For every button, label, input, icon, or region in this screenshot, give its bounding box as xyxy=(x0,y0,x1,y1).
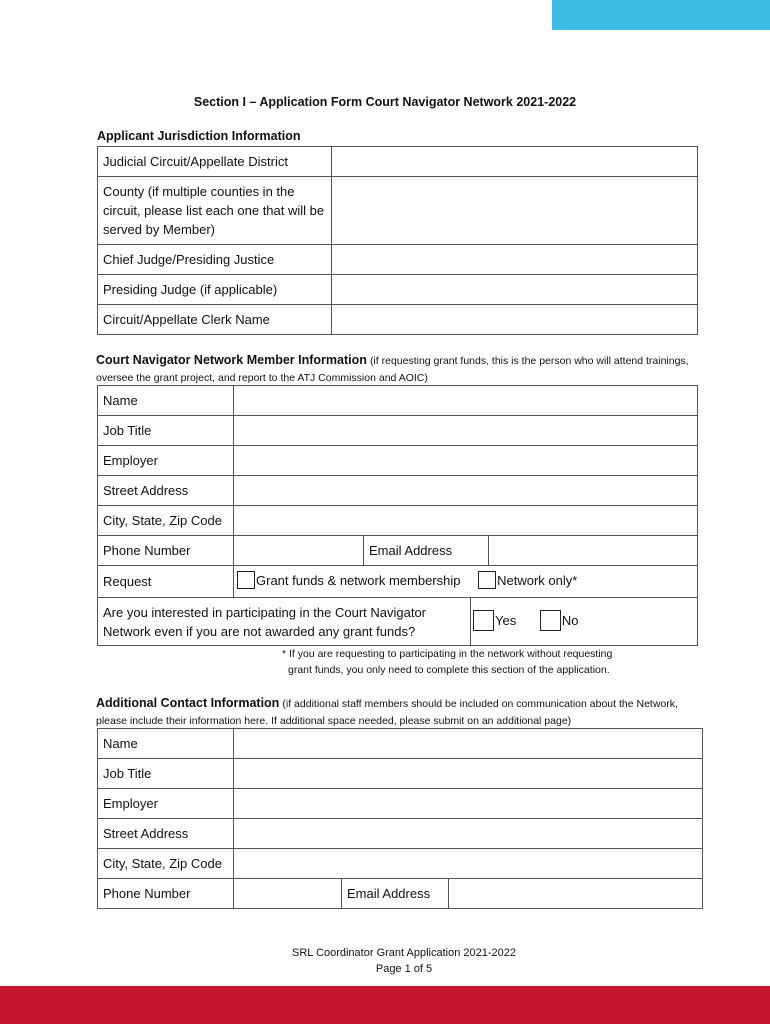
member-job-title-field[interactable] xyxy=(234,416,698,446)
no-option[interactable] xyxy=(540,610,579,631)
table-row xyxy=(98,177,698,245)
table-row xyxy=(98,536,698,566)
member-name-field[interactable] xyxy=(234,386,698,416)
footnote-line: * If you are requesting to participating in the network without requesting xyxy=(282,648,613,660)
member-note: (if requesting grant funds, this is the person who will attend trainings, oversee the grant project, and report to the ATJ Commission and AOIC) xyxy=(96,355,689,384)
jurisdiction-table xyxy=(97,146,698,335)
top-accent-bar xyxy=(552,0,770,30)
network-only-option[interactable] xyxy=(478,571,577,589)
table-row xyxy=(98,416,698,446)
field-label: Street Address xyxy=(98,819,234,849)
grant-funds-option[interactable] xyxy=(237,571,460,589)
field-label: Circuit/Appellate Clerk Name xyxy=(98,305,332,335)
chief-judge-field[interactable] xyxy=(332,245,698,275)
table-row xyxy=(98,879,703,909)
judicial-circuit-field[interactable] xyxy=(332,147,698,177)
grant-funds-checkbox[interactable] xyxy=(237,571,255,589)
field-label: Name xyxy=(98,729,234,759)
table-row xyxy=(98,566,698,598)
page-footer xyxy=(0,945,770,977)
field-label: City, State, Zip Code xyxy=(98,849,234,879)
bottom-accent-bar xyxy=(0,986,770,1024)
additional-street-field[interactable] xyxy=(234,819,703,849)
field-label: Request xyxy=(98,566,234,598)
table-row xyxy=(98,849,703,879)
interest-question: Are you interested in participating in the Court Navigator Network even if you are not awarded any grant funds? xyxy=(98,598,471,646)
table-row xyxy=(98,275,698,305)
table-row xyxy=(98,598,698,646)
member-city-field[interactable] xyxy=(234,506,698,536)
additional-city-field[interactable] xyxy=(234,849,703,879)
additional-heading: Additional Contact Information xyxy=(96,696,280,710)
field-label: Presiding Judge (if applicable) xyxy=(98,275,332,305)
network-only-checkbox[interactable] xyxy=(478,571,496,589)
member-heading: Court Navigator Network Member Information xyxy=(96,353,367,367)
field-label: Phone Number xyxy=(98,536,234,566)
table-row xyxy=(98,729,703,759)
no-label: No xyxy=(561,612,579,628)
additional-employer-field[interactable] xyxy=(234,789,703,819)
member-employer-field[interactable] xyxy=(234,446,698,476)
network-footnote xyxy=(282,646,612,678)
field-label: Employer xyxy=(98,789,234,819)
additional-table xyxy=(97,728,703,909)
field-label: Employer xyxy=(98,446,234,476)
county-field[interactable] xyxy=(332,177,698,245)
member-email-field[interactable] xyxy=(489,536,698,566)
table-row xyxy=(98,245,698,275)
field-label: Chief Judge/Presiding Justice xyxy=(98,245,332,275)
member-intro xyxy=(96,352,706,387)
field-label: Job Title xyxy=(98,759,234,789)
field-label: Judicial Circuit/Appellate District xyxy=(98,147,332,177)
member-street-field[interactable] xyxy=(234,476,698,506)
yes-checkbox[interactable] xyxy=(473,610,494,631)
yes-option[interactable] xyxy=(473,610,516,631)
member-table xyxy=(97,385,698,646)
table-row xyxy=(98,759,703,789)
field-label: Job Title xyxy=(98,416,234,446)
field-label: Street Address xyxy=(98,476,234,506)
table-row xyxy=(98,147,698,177)
table-row xyxy=(98,305,698,335)
field-label: Phone Number xyxy=(98,879,234,909)
presiding-judge-field[interactable] xyxy=(332,275,698,305)
yes-label: Yes xyxy=(495,612,517,628)
field-label: City, State, Zip Code xyxy=(98,506,234,536)
jurisdiction-heading: Applicant Jurisdiction Information xyxy=(97,129,301,143)
field-label: Name xyxy=(98,386,234,416)
network-only-label: Network only* xyxy=(497,572,578,588)
additional-name-field[interactable] xyxy=(234,729,703,759)
request-options xyxy=(234,566,698,598)
field-label: Email Address xyxy=(364,536,489,566)
page-title: Section I – Application Form Court Navigator Network 2021-2022 xyxy=(193,95,577,109)
table-row xyxy=(98,789,703,819)
footnote-line: grant funds, you only need to complete this section of the application. xyxy=(288,664,610,676)
field-label: Email Address xyxy=(342,879,449,909)
table-row xyxy=(98,506,698,536)
additional-job-title-field[interactable] xyxy=(234,759,703,789)
field-label: County (if multiple counties in the circuit, please list each one that will be served by Member) xyxy=(98,177,332,245)
additional-intro xyxy=(96,695,706,730)
interest-options xyxy=(471,598,698,646)
no-checkbox[interactable] xyxy=(540,610,561,631)
additional-phone-field[interactable] xyxy=(234,879,342,909)
table-row xyxy=(98,446,698,476)
grant-funds-label: Grant funds & network membership xyxy=(256,572,461,588)
additional-email-field[interactable] xyxy=(449,879,703,909)
page-number: Page 1 of 5 xyxy=(375,963,433,975)
member-phone-field[interactable] xyxy=(234,536,364,566)
clerk-name-field[interactable] xyxy=(332,305,698,335)
additional-note: (if additional staff members should be included on communication about the Network, please include their information here. If additional space needed, please submit on an additional page) xyxy=(96,698,678,727)
table-row xyxy=(98,819,703,849)
footer-title: SRL Coordinator Grant Application 2021-2022 xyxy=(291,947,516,959)
table-row xyxy=(98,476,698,506)
table-row xyxy=(98,386,698,416)
